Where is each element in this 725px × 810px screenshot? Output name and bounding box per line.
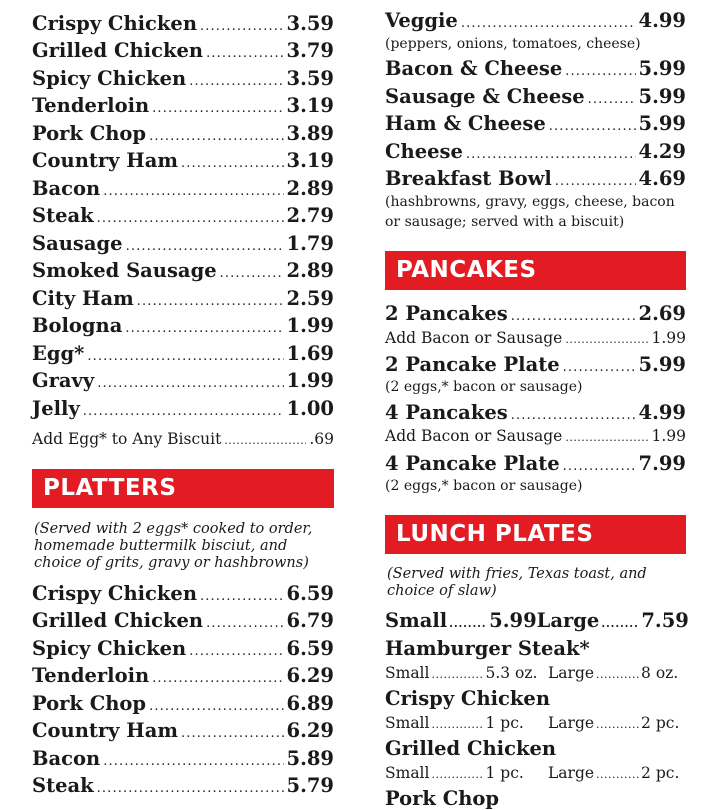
- menu-item: Pork Chop . . . 3.89: [32, 122, 334, 145]
- menu-item: 4 Pancake Plate . . . 7.99: [385, 452, 686, 475]
- menu-item: City Ham . . . 2.59: [32, 287, 334, 310]
- platters-note: (Served with 2 eggs* cooked to order, homemade buttermilk bisciut, and choice of grits, gravy or hashbrowns): [34, 521, 313, 571]
- platter-item: Steak . . . 5.79: [32, 774, 334, 797]
- add-on-line: Add Bacon or Sausage . . . 1.99: [385, 329, 686, 347]
- menu-item: Country Ham . . . 3.19: [32, 149, 334, 172]
- lunch-plates-header: LUNCH PLATES: [385, 515, 686, 554]
- menu-item: Egg* . . . 1.69: [32, 342, 334, 365]
- lunch-size-prices: Small . . . 5.99 Large . . . 7.59: [385, 609, 686, 633]
- pancake-plate-desc: (2 eggs,* bacon or sausage): [385, 478, 583, 494]
- menu-item: Spicy Chicken . . . 3.59: [32, 67, 334, 90]
- menu-item: Ham & Cheese . . . 5.99: [385, 112, 686, 135]
- platter-item: Crispy Chicken . . . 6.59: [32, 582, 334, 605]
- menu-item-breakfast-bowl: Breakfast Bowl . . . 4.69: [385, 167, 686, 190]
- menu-item: Cheese . . . 4.29: [385, 140, 686, 163]
- menu-item: 4 Pancakes . . . 4.99: [385, 401, 686, 424]
- lunch-item-title: Pork Chop: [385, 787, 500, 810]
- menu-item: Sausage & Cheese . . . 5.99: [385, 85, 686, 108]
- menu-item: Tenderloin . . . 3.19: [32, 94, 334, 117]
- platter-item: Grilled Chicken . . . 6.79: [32, 609, 334, 632]
- lunch-item-sizes: Small . . . 1 pc. Large . . . 2 pc.: [385, 764, 686, 788]
- menu-item: Bologna . . . 1.99: [32, 314, 334, 337]
- menu-item: Gravy . . . 1.99: [32, 369, 334, 392]
- lunch-plates-note: (Served with fries, Texas toast, and choice of slaw): [387, 566, 647, 599]
- platter-item: Pork Chop . . . 6.89: [32, 692, 334, 715]
- platter-item: Bacon . . . 5.89: [32, 747, 334, 770]
- lunch-item-title: Hamburger Steak*: [385, 637, 590, 660]
- add-egg-line: Add Egg* to Any Biscuit . . . .69: [32, 430, 334, 448]
- menu-item: Grilled Chicken . . . 3.79: [32, 39, 334, 62]
- menu-item: Bacon & Cheese . . . 5.99: [385, 57, 686, 80]
- platter-item: Spicy Chicken . . . 6.59: [32, 637, 334, 660]
- lunch-item-sizes: Small . . . 5.3 oz. Large . . . 8 oz.: [385, 664, 686, 688]
- platter-item: Country Ham . . . 6.29: [32, 719, 334, 742]
- pancakes-header: PANCAKES: [385, 251, 686, 290]
- veggie-desc: (peppers, onions, tomatoes, cheese): [385, 36, 641, 52]
- lunch-item-sizes: Small . . . 1 pc. Large . . . 2 pc.: [385, 714, 686, 738]
- menu-item: 2 Pancake Plate . . . 5.99: [385, 353, 686, 376]
- pancake-plate-desc: (2 eggs,* bacon or sausage): [385, 379, 583, 395]
- add-on-line: Add Bacon or Sausage . . . 1.99: [385, 427, 686, 445]
- menu-item: Sausage . . . 1.79: [32, 232, 334, 255]
- lunch-item-title: Crispy Chicken: [385, 687, 551, 710]
- lunch-item-title: Grilled Chicken: [385, 737, 557, 760]
- menu-item: Jelly . . . 1.00: [32, 397, 334, 420]
- breakfast-bowl-desc: (hashbrowns, gravy, eggs, cheese, bacon or sausage; served with a biscuit): [385, 194, 675, 230]
- menu-item: Smoked Sausage . . . 2.89: [32, 259, 334, 282]
- platter-item: Tenderloin . . . 6.29: [32, 664, 334, 687]
- menu-item: Steak . . . 2.79: [32, 204, 334, 227]
- menu-item-veggie: Veggie . . . 4.99: [385, 9, 686, 32]
- menu-item: Bacon . . . 2.89: [32, 177, 334, 200]
- platters-header: PLATTERS: [32, 469, 334, 508]
- menu-item: 2 Pancakes . . . 2.69: [385, 302, 686, 325]
- menu-item: Crispy Chicken . . . 3.59: [32, 12, 334, 35]
